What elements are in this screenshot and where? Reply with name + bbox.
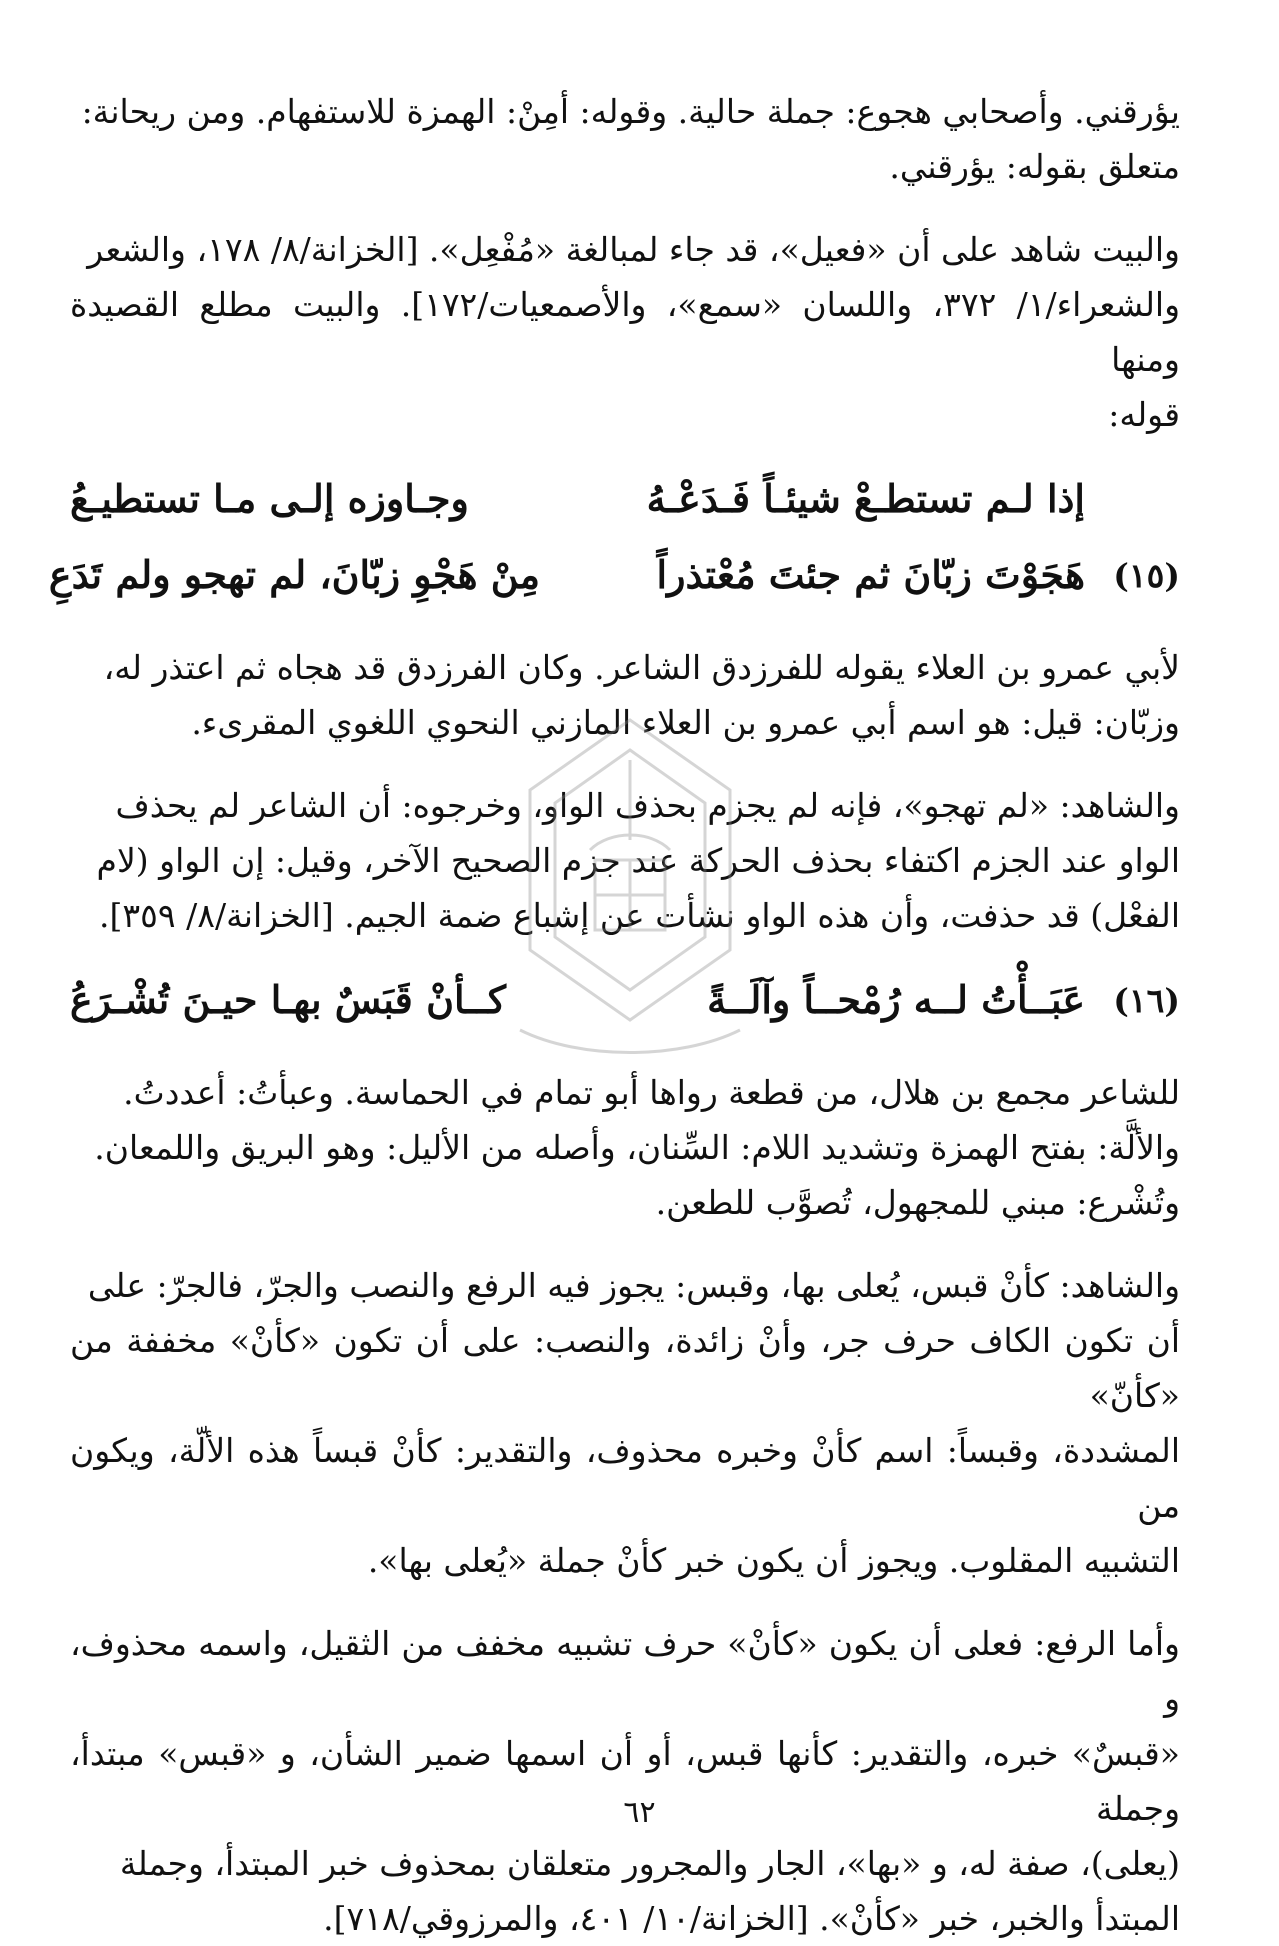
- text-line: التشبيه المقلوب. ويجوز أن يكون خبر كأنْ جملة «يُعلى بها».: [367, 1541, 1180, 1580]
- text-line: «قبسٌ» خبره، والتقدير: كأنها قبس، أو أن اسمها ضمير الشأن، و «قبس» مبتدأ، وجملة: [70, 1734, 1180, 1828]
- paragraph-raf: [70, 1616, 1180, 1946]
- verse-number: (١٥): [1113, 556, 1180, 595]
- paragraph-witness-16: [70, 1258, 1180, 1588]
- paragraph-attribution-15: [70, 640, 1180, 750]
- text-line: أن تكون الكاف حرف جر، وأنْ زائدة، والنصب: على أن تكون «كأنْ» مخففة من «كأنّ»: [70, 1321, 1180, 1415]
- verse-hemistich-second: مِنْ هَجْوِ زبّانَ، لم تهجو ولم تَدَعِ: [48, 552, 540, 597]
- verse-unnumbered: [70, 470, 1180, 546]
- paragraph-witness-15: [70, 778, 1180, 943]
- text-line: الفعْل) قد حذفت، وأن هذه الواو نشأت عن إشباع ضمة الجيم. [الخزانة/٨/ ٣٥٩].: [99, 896, 1180, 935]
- verse-hemistich-first: عَبَــأْتُ لــه رُمْحــاً وآلَــةً: [707, 977, 1085, 1022]
- text-line: والشاهد: كأنْ قبس، يُعلى بها، وقبس: يجوز فيه الرفع والنصب والجرّ، فالجرّ: على: [87, 1266, 1180, 1305]
- text-line: قوله:: [1108, 395, 1180, 434]
- verse-hemistich-first: هَجَوْتَ زبّانَ ثم جئتَ مُعْتذراً: [656, 552, 1085, 597]
- text-line: متعلق بقوله: يؤرقني.: [889, 147, 1180, 186]
- verse-hemistich-first: إذا لـم تستطـعْ شيئـاً فَـدَعْـهُ: [646, 476, 1085, 521]
- text-line: المشددة، وقبساً: اسم كأنْ وخبره محذوف، والتقدير: كأنْ قبساً هذه الألّة، ويكون من: [70, 1431, 1180, 1525]
- text-line: والألَّة: بفتح الهمزة وتشديد اللام: السِّنان، وأصله من الأليل: وهو البريق واللمعان.: [94, 1128, 1180, 1167]
- text-line: للشاعر مجمع بن هلال، من قطعة رواها أبو تمام في الحماسة. وعبأتُ: أعددتُ.: [123, 1073, 1180, 1112]
- verse-15: [48, 546, 1180, 622]
- text-line: وأما الرفع: فعلى أن يكون «كأنْ» حرف تشبيه مخفف من الثقيل، واسمه محذوف، و: [70, 1624, 1180, 1718]
- text-line: وتُشْرع: مبني للمجهول، تُصوَّب للطعن.: [655, 1183, 1180, 1222]
- text-line: والبيت شاهد على أن «فعيل»، قد جاء لمبالغة «مُفْعِل». [الخزانة/٨/ ١٧٨، والشعر: [87, 230, 1180, 269]
- book-page: [48, 84, 1180, 1938]
- text-line: الواو عند الجزم اكتفاء بحذف الحركة عند جزم الصحيح الآخر، وقيل: إن الواو (لام: [96, 841, 1180, 880]
- paragraph-intro: [70, 84, 1180, 194]
- text-line: (يعلى)، صفة له، و «بها»، الجار والمجرور متعلقان بمحذوف خبر المبتدأ، وجملة: [119, 1844, 1180, 1883]
- text-line: والشاهد: «لم تهجو»، فإنه لم يجزم بحذف الواو، وخرجوه: أن الشاعر لم يحذف: [115, 786, 1180, 825]
- page-number: ٦٢: [623, 1795, 656, 1830]
- text-line: يؤرقني. وأصحابي هجوع: جملة حالية. وقوله: أمِنْ: الهمزة للاستفهام. ومن ريحانة:: [81, 92, 1180, 131]
- text-line: وزبّان: قيل: هو اسم أبي عمرو بن العلاء المازني النحوي اللغوي المقرىء.: [191, 703, 1180, 742]
- text-line: والشعراء/١/ ٣٧٢، واللسان «سمع»، والأصمعيات/١٧٢]. والبيت مطلع القصيدة ومنها: [70, 285, 1180, 379]
- verse-hemistich-second: كــأنْ قَبَسٌ بهـا حيـنَ تُشْـرَعُ: [70, 977, 506, 1022]
- verse-number: (١٦): [1113, 981, 1180, 1020]
- verse-hemistich-second: وجـاوزه إلـى مـا تستطيـعُ: [70, 476, 469, 521]
- verse-16: [70, 971, 1180, 1047]
- text-line: المبتدأ والخبر، خبر «كأنْ». [الخزانة/١٠/ ٤٠١، والمرزوقي/٧١٨].: [323, 1899, 1180, 1938]
- text-line: لأبي عمرو بن العلاء يقوله للفرزدق الشاعر. وكان الفرزدق قد هجاه ثم اعتذر له،: [103, 648, 1180, 687]
- paragraph-witness: [70, 222, 1180, 442]
- paragraph-attribution-16: [70, 1065, 1180, 1230]
